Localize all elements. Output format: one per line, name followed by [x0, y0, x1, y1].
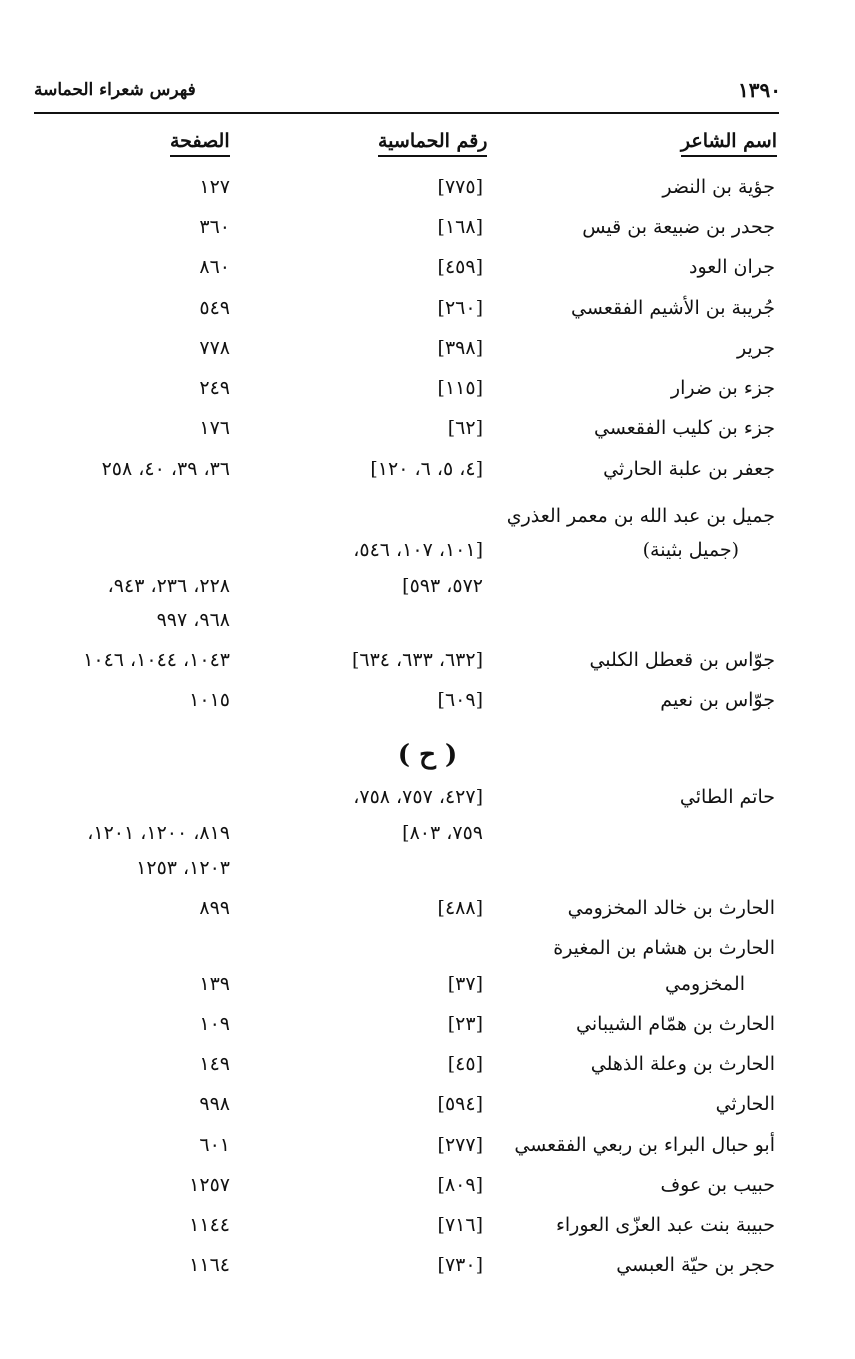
- hamasa-number: [٣٩٨]: [437, 337, 483, 359]
- poet-name: الحارث بن همّام الشيباني: [575, 1013, 775, 1035]
- page-reference: ١٢٥٧: [189, 1174, 230, 1196]
- poet-name: جوّاس بن نعيم: [660, 689, 775, 711]
- page-reference: ١٣٩: [199, 973, 230, 995]
- running-title: فهرس شعراء الحماسة: [34, 80, 196, 100]
- column-header-poet: اسم الشاعر: [681, 130, 777, 157]
- page-reference: ٣٦، ٣٩، ٤٠، ٢٥٨: [101, 458, 230, 480]
- page-reference: ٩٩٨: [199, 1093, 230, 1115]
- header-rule: [34, 112, 779, 114]
- poet-name: جوّاس بن قعطل الكلبي: [589, 649, 775, 671]
- hamasa-number: [١١٥]: [437, 377, 483, 399]
- hamasa-number: [٥٩٤]: [437, 1093, 483, 1115]
- hamasa-number: [٣٧]: [447, 973, 483, 995]
- page-number: ١٣٩٠: [738, 78, 781, 102]
- hamasa-number: [٧٣٠]: [437, 1254, 483, 1276]
- page-reference: ١٠١٥: [189, 689, 230, 711]
- poet-name: حبيب بن عوف: [660, 1174, 775, 1196]
- page-reference: ٣٦٠: [199, 216, 230, 238]
- poet-name: (جميل بثينة): [642, 539, 739, 561]
- hamasa-number: ٧٥٩، ٨٠٣]: [402, 822, 483, 844]
- poet-name: جرير: [737, 337, 775, 359]
- poet-name: جزء بن كليب الفقعسي: [593, 417, 775, 439]
- page-reference: ٧٧٨: [199, 337, 230, 359]
- hamasa-number: [٦٢]: [447, 417, 483, 439]
- poet-name: جحدر بن ضبيعة بن قيس: [582, 216, 775, 238]
- hamasa-number: [٢٦٠]: [437, 297, 483, 319]
- page-reference: ٦٠١: [199, 1134, 230, 1156]
- hamasa-number: [٧٧٥]: [437, 176, 483, 198]
- poet-name: الحارث بن هشام بن المغيرة: [553, 937, 775, 959]
- hamasa-number: [٨٠٩]: [437, 1174, 483, 1196]
- poet-name: حاتم الطائي: [679, 786, 775, 808]
- page-reference: ٥٤٩: [199, 297, 230, 319]
- column-header-hamasa: رقم الحماسية: [378, 130, 487, 157]
- hamasa-number: [٦٣٢، ٦٣٣، ٦٣٤]: [351, 649, 483, 671]
- poet-name: حبيبة بنت عبد العزّى العوراء: [555, 1214, 775, 1236]
- hamasa-number: [٤٨٨]: [437, 897, 483, 919]
- column-header-page: الصفحة: [170, 130, 230, 157]
- page-reference: ١٧٦: [199, 417, 230, 439]
- poet-name: جؤية بن النضر: [662, 176, 775, 198]
- poet-name: الحارث بن خالد المخزومي: [567, 897, 775, 919]
- section-letter: ( ح ): [397, 740, 458, 770]
- page-reference: ١٠٤٣، ١٠٤٤، ١٠٤٦: [83, 649, 230, 671]
- hamasa-number: [٤، ٥، ٦، ١٢٠]: [370, 458, 483, 480]
- hamasa-number: [٤٥٩]: [437, 256, 483, 278]
- poet-name: حجر بن حيّة العبسي: [616, 1254, 775, 1276]
- page-reference: ٩٦٨، ٩٩٧: [156, 609, 230, 631]
- poet-name: جران العود: [688, 256, 775, 278]
- hamasa-number: [٤٥]: [447, 1053, 483, 1075]
- poet-name: الحارث بن وعلة الذهلي: [590, 1053, 775, 1075]
- page-reference: ٨٦٠: [199, 256, 230, 278]
- page-reference: ١٢٠٣، ١٢٥٣: [136, 857, 230, 879]
- page-reference: ١١٦٤: [189, 1254, 230, 1276]
- hamasa-number: [٦٠٩]: [437, 689, 483, 711]
- poet-name: الحارثي: [715, 1093, 775, 1115]
- hamasa-number: ٥٧٢، ٥٩٣]: [402, 575, 483, 597]
- page-reference: ١٠٩: [199, 1013, 230, 1035]
- poet-name: جزء بن ضرار: [670, 377, 775, 399]
- hamasa-number: [٤٢٧، ٧٥٧، ٧٥٨،: [353, 786, 483, 808]
- page-reference: ٢٤٩: [199, 377, 230, 399]
- page-reference: ٨١٩، ١٢٠٠، ١٢٠١،: [87, 822, 230, 844]
- hamasa-number: [١٦٨]: [437, 216, 483, 238]
- poet-name: جُريبة بن الأشيم الفقعسي: [571, 297, 775, 319]
- hamasa-number: [٢٧٧]: [437, 1134, 483, 1156]
- page-reference: ٢٢٨، ٢٣٦، ٩٤٣،: [107, 575, 230, 597]
- poet-name: جعفر بن علبة الحارثي: [603, 458, 775, 480]
- page-reference: ١٢٧: [199, 176, 230, 198]
- hamasa-number: [٢٣]: [447, 1013, 483, 1035]
- page-reference: ٨٩٩: [199, 897, 230, 919]
- poet-name: المخزومي: [665, 973, 745, 995]
- hamasa-number: [٧١٦]: [437, 1214, 483, 1236]
- page-reference: ١١٤٤: [189, 1214, 230, 1236]
- hamasa-number: [١٠١، ١٠٧، ٥٤٦،: [353, 539, 483, 561]
- poet-name: جميل بن عبد الله بن معمر العذري: [506, 505, 775, 527]
- page-reference: ١٤٩: [199, 1053, 230, 1075]
- poet-name: أبو حبال البراء بن ربعي الفقعسي: [514, 1134, 775, 1156]
